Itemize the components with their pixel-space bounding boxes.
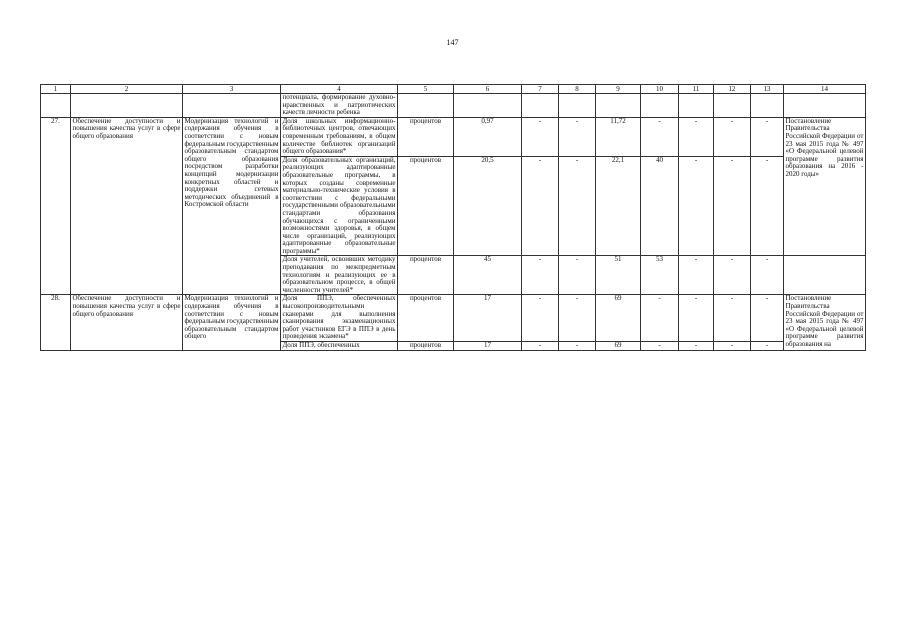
row-number: 27. — [41, 117, 71, 295]
header-cell: 14 — [784, 85, 866, 94]
header-cell: 11 — [679, 85, 714, 94]
header-cell: 9 — [596, 85, 641, 94]
value-cell: - — [559, 295, 596, 342]
indicator-cell: потенциала, формирование духовно-нравственных и патриотических качеств личности ребенка — [282, 93, 396, 117]
value-cell: - — [679, 256, 714, 295]
value-cell: 0,97 — [454, 117, 522, 156]
value-cell: 69 — [596, 342, 641, 351]
indicator-cell: Доля ППЭ, обеспеченных — [281, 342, 398, 351]
header-row — [41, 85, 866, 94]
measure-cell: Модернизация технологий и содержания обучения в соответствии с новым федеральным государственным образовательным стандартом общего — [183, 295, 281, 350]
value-cell: - — [751, 117, 784, 156]
indicator-cell: Доля учителей, освоивших методику преподавания по межпредметным технологиям и реализующих ее в образовательном процессе, в общей численности учителей* — [282, 255, 396, 294]
header-cell: 10 — [641, 85, 679, 94]
value-cell: - — [714, 256, 751, 295]
header-cell: 12 — [714, 85, 751, 94]
value-cell: 53 — [641, 256, 679, 295]
value-cell: - — [522, 117, 559, 156]
value-cell: - — [641, 117, 679, 156]
table-row — [41, 295, 866, 342]
value-cell: - — [641, 295, 679, 342]
value-cell: - — [522, 295, 559, 342]
value-cell: - — [522, 256, 559, 295]
value-cell: - — [679, 156, 714, 256]
table-row — [41, 94, 866, 118]
value-cell: 51 — [596, 256, 641, 295]
value-cell: - — [559, 256, 596, 295]
header-cell: 8 — [559, 85, 596, 94]
value-cell: - — [679, 342, 714, 351]
document-cell: Постановление Правительства Российской Федерации от 23 мая 2015 года № 497 «О Федеральной целевой программе развития образования на — [784, 295, 866, 350]
value-cell: - — [679, 117, 714, 156]
page-number: 147 — [446, 38, 459, 47]
unit-cell: процентов — [398, 256, 454, 295]
header-cell: 6 — [454, 85, 522, 94]
value-cell: - — [559, 156, 596, 256]
header-cell: 5 — [398, 85, 454, 94]
value-cell: - — [559, 117, 596, 156]
value-cell: - — [714, 342, 751, 351]
header-cell: 2 — [71, 85, 183, 94]
unit-cell: процентов — [398, 156, 454, 256]
task-cell: Обеспечение доступности и повышения качества услуг в сфере общего образования — [71, 295, 183, 350]
value-cell: 69 — [596, 295, 641, 342]
value-cell: 22,1 — [596, 156, 641, 256]
value-cell: - — [751, 342, 784, 351]
unit-cell: процентов — [398, 342, 454, 351]
value-cell: - — [679, 295, 714, 342]
indicator-cell: Доля образовательных организаций, реализующих адаптированные образовательные программы, в которых созданы современные материально-технические условия в соответствии с федеральными государственными образовательными стандартами образования обучающихся с ограниченными возможностями здоровья, в общем числе организаций, реализующих адаптированные образовательные программы* — [282, 156, 396, 255]
value-cell: - — [641, 342, 679, 351]
program-table — [40, 84, 866, 351]
value-cell: - — [714, 156, 751, 256]
header-cell: 4 — [281, 85, 398, 94]
value-cell: - — [751, 156, 784, 256]
unit-cell: процентов — [398, 117, 454, 156]
header-cell: 3 — [183, 85, 281, 94]
value-cell: - — [714, 117, 751, 156]
header-cell: 1 — [41, 85, 71, 94]
table-row — [41, 117, 866, 156]
header-cell: 7 — [522, 85, 559, 94]
value-cell: - — [522, 342, 559, 351]
value-cell: - — [714, 295, 751, 342]
unit-cell: процентов — [398, 295, 454, 342]
measure-cell: Модернизация технологий и содержания обучения в соответствии с новым федеральным государственным образовательным стандартом общего образования посредством разработки концепций модернизации конкретных областей и поддержки сетевых методических объединений в Костромской области — [183, 117, 281, 295]
value-cell: - — [751, 256, 784, 295]
indicator-cell: Доля ППЭ, обеспеченных высокопроизводительными сканерами для выполнения сканирования экзаменационных работ участников ЕГЭ в ППЭ в день проведения экзамена* — [282, 294, 396, 341]
task-cell: Обеспечение доступности и повышения качества услуг в сфере общего образования — [71, 117, 183, 295]
value-cell: - — [751, 295, 784, 342]
value-cell: 45 — [454, 256, 522, 295]
value-cell: 20,5 — [454, 156, 522, 256]
indicator-cell: Доля школьных информационно-библиотечных центров, отвечающих современным требованиям, в общем количестве библиотек организаций общего образования* — [282, 117, 396, 156]
row-number: 28. — [41, 295, 71, 350]
value-cell: - — [522, 156, 559, 256]
value-cell: 17 — [454, 295, 522, 342]
value-cell: 40 — [641, 156, 679, 256]
value-cell: 11,72 — [596, 117, 641, 156]
value-cell: - — [559, 342, 596, 351]
document-cell: Постановление Правительства Российской Федерации от 23 мая 2015 года № 497 «О Федеральной целевой программе развития образования на 2016 - 2020 годы» — [784, 117, 866, 256]
document-cell-empty — [784, 256, 866, 295]
header-cell: 13 — [751, 85, 784, 94]
value-cell: 17 — [454, 342, 522, 351]
